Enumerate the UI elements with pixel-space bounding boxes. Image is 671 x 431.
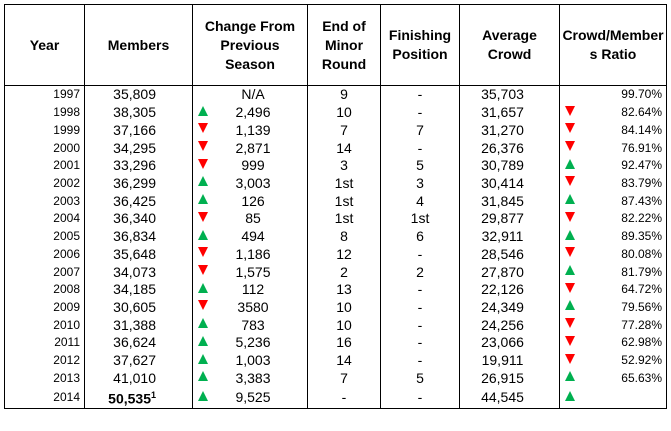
crowd-ratio-value: 82.64%	[621, 105, 662, 120]
year-cell: 2000	[5, 139, 85, 157]
average-crowd-cell: 19,911	[460, 352, 560, 370]
minor-round-cell: 9	[308, 86, 381, 104]
year-cell: 2002	[5, 175, 85, 193]
finishing-position-cell: 2	[381, 263, 460, 281]
arrow-down-icon	[198, 141, 208, 151]
table-row	[5, 263, 667, 281]
minor-round-cell: 7	[308, 370, 381, 388]
finishing-position-cell: -	[381, 104, 460, 122]
year-cell: 2004	[5, 210, 85, 228]
change-cell	[193, 139, 308, 157]
year-cell: 2008	[5, 281, 85, 299]
crowd-ratio-cell	[560, 210, 667, 228]
change-value: 5,236	[235, 334, 271, 351]
arrow-down-icon	[198, 159, 208, 169]
average-crowd-cell: 26,376	[460, 139, 560, 157]
members-cell	[85, 299, 193, 317]
arrow-down-icon	[198, 212, 208, 222]
average-crowd-cell: 32,911	[460, 228, 560, 246]
minor-round-cell: 10	[308, 104, 381, 122]
change-value: 3,383	[235, 369, 271, 386]
members-value: 36,340	[113, 210, 156, 227]
membership-table	[4, 4, 667, 409]
crowd-ratio-value: 77.28%	[621, 317, 662, 332]
change-value: 1,139	[235, 121, 271, 138]
arrow-down-icon	[565, 141, 575, 151]
change-value: 2,496	[235, 104, 271, 121]
header-crowd-ratio: Crowd/Member s Ratio	[560, 5, 667, 86]
arrow-down-icon	[198, 300, 208, 310]
table-row	[5, 334, 667, 352]
change-cell	[193, 245, 308, 263]
arrow-down-icon	[565, 123, 575, 133]
year-cell: 2010	[5, 316, 85, 334]
year-cell: 1999	[5, 121, 85, 139]
crowd-ratio-value: 65.63%	[621, 370, 662, 385]
finishing-position-cell: 5	[381, 370, 460, 388]
arrow-down-icon	[198, 265, 208, 275]
members-cell	[85, 175, 193, 193]
change-value: 85	[245, 210, 261, 227]
table-row	[5, 210, 667, 228]
year-cell: 2006	[5, 245, 85, 263]
members-cell	[85, 316, 193, 334]
year-cell: 2003	[5, 192, 85, 210]
change-cell	[193, 387, 308, 408]
table-row	[5, 228, 667, 246]
year-cell: 2009	[5, 299, 85, 317]
crowd-ratio-value: 84.14%	[621, 122, 662, 137]
change-value: 126	[241, 192, 265, 209]
average-crowd-cell: 22,126	[460, 281, 560, 299]
header-row	[5, 5, 667, 86]
average-crowd-cell: 24,256	[460, 316, 560, 334]
finishing-position-cell: 6	[381, 228, 460, 246]
crowd-ratio-value: 82.22%	[621, 211, 662, 226]
change-cell	[193, 370, 308, 388]
minor-round-cell: 10	[308, 316, 381, 334]
members-cell	[85, 210, 193, 228]
crowd-ratio-cell	[560, 352, 667, 370]
members-cell	[85, 86, 193, 104]
average-crowd-cell: 30,414	[460, 175, 560, 193]
crowd-ratio-cell	[560, 104, 667, 122]
arrow-up-icon	[198, 283, 208, 293]
arrow-down-icon	[198, 123, 208, 133]
arrow-up-icon	[565, 230, 575, 240]
arrow-up-icon	[198, 194, 208, 204]
arrow-up-icon	[565, 194, 575, 204]
change-cell	[193, 316, 308, 334]
members-value: 36,299	[113, 174, 156, 191]
arrow-up-icon	[565, 265, 575, 275]
members-cell	[85, 192, 193, 210]
table-row	[5, 281, 667, 299]
arrow-up-icon	[198, 230, 208, 240]
members-cell	[85, 281, 193, 299]
crowd-ratio-cell	[560, 299, 667, 317]
change-cell	[193, 299, 308, 317]
minor-round-cell: 3	[308, 157, 381, 175]
table-row	[5, 316, 667, 334]
finishing-position-cell: -	[381, 352, 460, 370]
table-row	[5, 352, 667, 370]
year-cell: 2013	[5, 370, 85, 388]
change-value: 3580	[237, 298, 269, 315]
table-row	[5, 299, 667, 317]
arrow-up-icon	[565, 300, 575, 310]
crowd-ratio-cell	[560, 281, 667, 299]
members-value: 36,834	[113, 228, 156, 245]
crowd-ratio-value: 87.43%	[621, 193, 662, 208]
arrow-up-icon	[198, 176, 208, 186]
minor-round-cell: 14	[308, 352, 381, 370]
members-value: 34,185	[113, 281, 156, 298]
change-value: 3,003	[235, 174, 271, 191]
average-crowd-cell: 31,270	[460, 121, 560, 139]
members-value: 36,425	[113, 192, 156, 209]
minor-round-cell: -	[308, 387, 381, 408]
finishing-position-cell: 1st	[381, 210, 460, 228]
crowd-ratio-value: 83.79%	[621, 175, 662, 190]
finishing-position-cell: -	[381, 387, 460, 408]
members-cell	[85, 352, 193, 370]
change-cell	[193, 86, 308, 104]
crowd-ratio-value: 64.72%	[621, 282, 662, 297]
change-cell	[193, 352, 308, 370]
table-body	[5, 86, 667, 409]
finishing-position-cell: -	[381, 316, 460, 334]
header-change: Change From Previous Season	[193, 5, 308, 86]
average-crowd-cell: 35,703	[460, 86, 560, 104]
finishing-position-cell: -	[381, 245, 460, 263]
membership-table-container	[4, 4, 666, 409]
arrow-up-icon	[198, 336, 208, 346]
crowd-ratio-cell	[560, 175, 667, 193]
header-minor-round: End of Minor Round	[308, 5, 381, 86]
table-row	[5, 192, 667, 210]
members-cell	[85, 104, 193, 122]
header-average-crowd: Average Crowd	[460, 5, 560, 86]
members-cell	[85, 157, 193, 175]
change-value: 2,871	[235, 139, 271, 156]
finishing-position-cell: -	[381, 299, 460, 317]
members-value: 31,388	[113, 316, 156, 333]
arrow-down-icon	[198, 247, 208, 257]
arrow-down-icon	[565, 176, 575, 186]
change-cell	[193, 263, 308, 281]
change-value: 1,186	[235, 245, 271, 262]
table-row	[5, 121, 667, 139]
finishing-position-cell: -	[381, 139, 460, 157]
minor-round-cell: 14	[308, 139, 381, 157]
table-row	[5, 175, 667, 193]
crowd-ratio-value: 79.56%	[621, 299, 662, 314]
year-cell: 2011	[5, 334, 85, 352]
minor-round-cell: 13	[308, 281, 381, 299]
minor-round-cell: 16	[308, 334, 381, 352]
arrow-up-icon	[198, 354, 208, 364]
crowd-ratio-cell	[560, 334, 667, 352]
members-value: 36,624	[113, 334, 156, 351]
change-value: 1,003	[235, 352, 271, 369]
members-value: 35,648	[113, 245, 156, 262]
header-members: Members	[85, 5, 193, 86]
change-value: 9,525	[235, 389, 271, 406]
arrow-up-icon	[198, 391, 208, 401]
crowd-ratio-cell	[560, 387, 667, 408]
average-crowd-cell: 29,877	[460, 210, 560, 228]
average-crowd-cell: 27,870	[460, 263, 560, 281]
members-value: 33,296	[113, 157, 156, 174]
members-value: 41,010	[113, 369, 156, 386]
members-cell	[85, 139, 193, 157]
members-value: 35,809	[113, 86, 156, 103]
average-crowd-cell: 44,545	[460, 387, 560, 408]
members-value: 37,166	[113, 121, 156, 138]
minor-round-cell: 1st	[308, 175, 381, 193]
change-cell	[193, 175, 308, 193]
crowd-ratio-value: 76.91%	[621, 140, 662, 155]
members-value: 37,627	[113, 352, 156, 369]
arrow-down-icon	[565, 336, 575, 346]
average-crowd-cell: 26,915	[460, 370, 560, 388]
year-cell: 2007	[5, 263, 85, 281]
crowd-ratio-cell	[560, 245, 667, 263]
crowd-ratio-value: 52.92%	[621, 353, 662, 368]
arrow-down-icon	[565, 247, 575, 257]
minor-round-cell: 10	[308, 299, 381, 317]
change-cell	[193, 121, 308, 139]
change-value: 783	[241, 316, 265, 333]
finishing-position-cell: -	[381, 86, 460, 104]
members-value: 30,605	[113, 298, 156, 315]
change-cell	[193, 157, 308, 175]
minor-round-cell: 2	[308, 263, 381, 281]
crowd-ratio-cell	[560, 157, 667, 175]
finishing-position-cell: 4	[381, 192, 460, 210]
members-footnote: 1	[150, 390, 156, 401]
finishing-position-cell: 7	[381, 121, 460, 139]
change-value: 1,575	[235, 263, 271, 280]
year-cell: 2005	[5, 228, 85, 246]
year-cell: 2012	[5, 352, 85, 370]
finishing-position-cell: -	[381, 334, 460, 352]
members-cell	[85, 263, 193, 281]
change-cell	[193, 281, 308, 299]
change-value: 112	[241, 281, 265, 298]
arrow-up-icon	[198, 318, 208, 328]
crowd-ratio-cell	[560, 121, 667, 139]
finishing-position-cell: -	[381, 281, 460, 299]
crowd-ratio-value: 80.08%	[621, 246, 662, 261]
members-cell	[85, 121, 193, 139]
year-cell: 2001	[5, 157, 85, 175]
crowd-ratio-value: 92.47%	[621, 158, 662, 173]
year-cell: 1997	[5, 86, 85, 104]
average-crowd-cell: 30,789	[460, 157, 560, 175]
arrow-down-icon	[565, 212, 575, 222]
year-cell: 2014	[5, 387, 85, 408]
table-row	[5, 245, 667, 263]
table-row	[5, 157, 667, 175]
finishing-position-cell: 5	[381, 157, 460, 175]
minor-round-cell: 8	[308, 228, 381, 246]
finishing-position-cell: 3	[381, 175, 460, 193]
average-crowd-cell: 31,657	[460, 104, 560, 122]
change-value: 494	[241, 228, 265, 245]
change-cell	[193, 192, 308, 210]
crowd-ratio-value: 89.35%	[621, 229, 662, 244]
members-cell	[85, 370, 193, 388]
table-row	[5, 387, 667, 408]
header-year: Year	[5, 5, 85, 86]
members-value: 34,073	[113, 263, 156, 280]
crowd-ratio-cell	[560, 192, 667, 210]
year-cell: 1998	[5, 104, 85, 122]
crowd-ratio-cell	[560, 370, 667, 388]
arrow-up-icon	[198, 106, 208, 116]
crowd-ratio-value: 99.70%	[621, 87, 662, 102]
change-cell	[193, 334, 308, 352]
header-finishing-position: Finishing Position	[381, 5, 460, 86]
minor-round-cell: 1st	[308, 210, 381, 228]
crowd-ratio-cell	[560, 263, 667, 281]
crowd-ratio-cell	[560, 316, 667, 334]
change-cell	[193, 210, 308, 228]
crowd-ratio-cell	[560, 139, 667, 157]
average-crowd-cell: 24,349	[460, 299, 560, 317]
average-crowd-cell: 31,845	[460, 192, 560, 210]
members-value: 38,305	[113, 104, 156, 121]
table-row	[5, 139, 667, 157]
table-row	[5, 104, 667, 122]
crowd-ratio-cell	[560, 86, 667, 104]
change-value: 999	[241, 157, 265, 174]
members-value: 50,535	[108, 390, 151, 407]
average-crowd-cell: 23,066	[460, 334, 560, 352]
change-cell	[193, 228, 308, 246]
members-cell	[85, 387, 193, 408]
average-crowd-cell: 28,546	[460, 245, 560, 263]
table-row	[5, 86, 667, 104]
arrow-down-icon	[565, 354, 575, 364]
minor-round-cell: 12	[308, 245, 381, 263]
arrow-down-icon	[565, 106, 575, 116]
arrow-up-icon	[565, 159, 575, 169]
arrow-down-icon	[565, 283, 575, 293]
members-cell	[85, 334, 193, 352]
change-value: N/A	[241, 86, 265, 103]
crowd-ratio-cell	[560, 228, 667, 246]
members-cell	[85, 228, 193, 246]
arrow-up-icon	[565, 391, 575, 401]
change-cell	[193, 104, 308, 122]
members-value: 34,295	[113, 139, 156, 156]
minor-round-cell: 1st	[308, 192, 381, 210]
arrow-down-icon	[565, 318, 575, 328]
arrow-up-icon	[198, 371, 208, 381]
minor-round-cell: 7	[308, 121, 381, 139]
arrow-up-icon	[565, 371, 575, 381]
crowd-ratio-value: 62.98%	[621, 335, 662, 350]
crowd-ratio-value: 81.79%	[621, 264, 662, 279]
table-row	[5, 370, 667, 388]
members-cell	[85, 245, 193, 263]
